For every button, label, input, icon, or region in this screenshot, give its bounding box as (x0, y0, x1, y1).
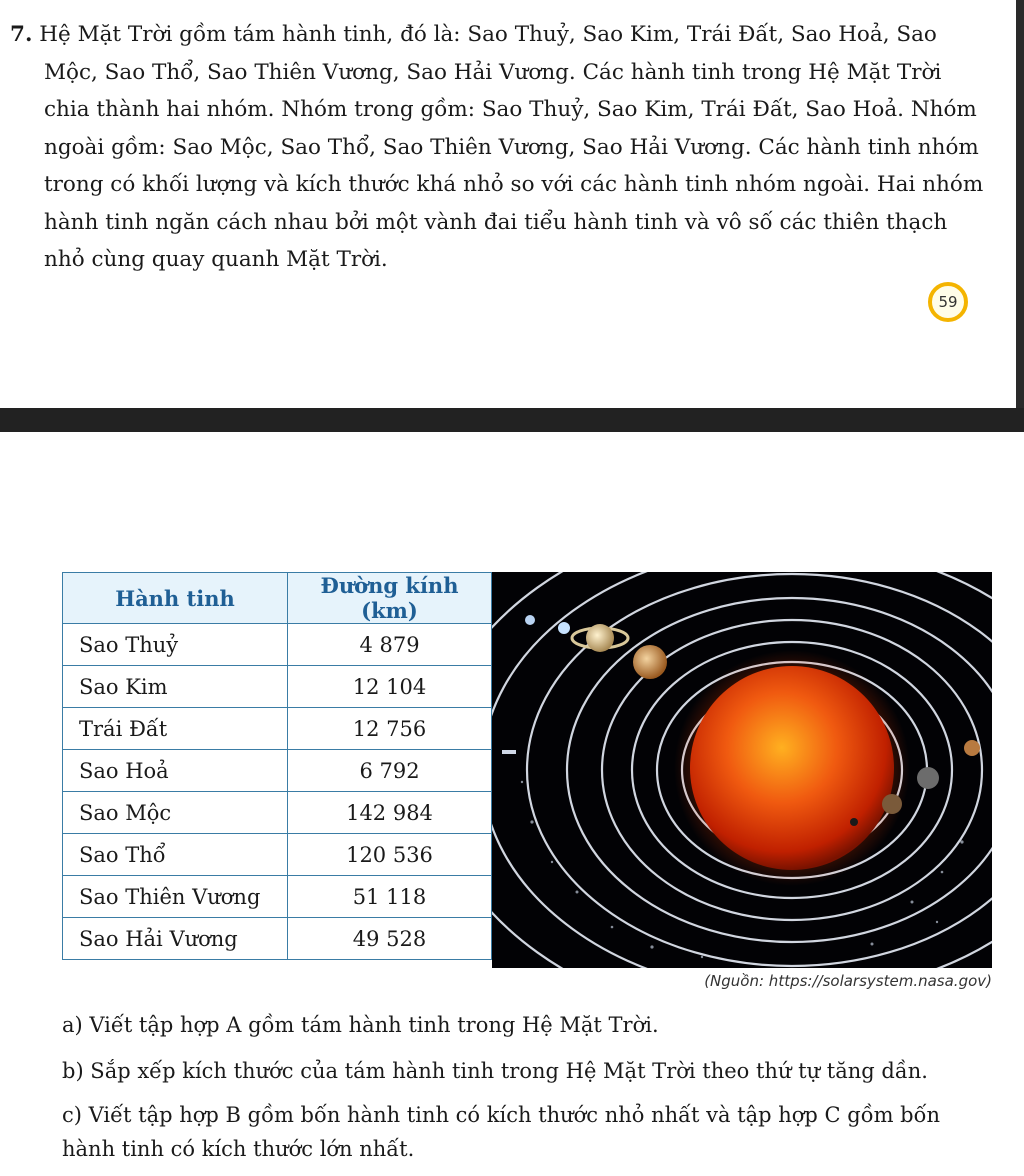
question-c: c) Viết tập hợp B gồm bốn hành tinh có kích thước nhỏ nhất và tập hợp C gồm bốn hành tinh có kích thước lớn nhất. (62, 1103, 940, 1161)
planet-diameter: 4 879 (288, 624, 492, 666)
table-row (63, 876, 492, 918)
page-number-badge: 59 (928, 282, 968, 322)
header-diameter: Đường kính (km) (288, 573, 492, 624)
planet-name: Sao Mộc (63, 792, 288, 834)
planet-diameter: 12 756 (288, 708, 492, 750)
problem-text-block (10, 16, 985, 279)
question-b: b) Sắp xếp kích thước của tám hành tinh trong Hệ Mặt Trời theo thứ tự tăng dần. (62, 1059, 928, 1083)
planet-name: Sao Thuỷ (63, 624, 288, 666)
planet-diameter: 120 536 (288, 834, 492, 876)
planet-diameter: 12 104 (288, 666, 492, 708)
planet-diameter: 142 984 (288, 792, 492, 834)
table-row (63, 918, 492, 960)
problem-text: Hệ Mặt Trời gồm tám hành tinh, đó là: Sao Thuỷ, Sao Kim, Trái Đất, Sao Hoả, Sao Mộc, Sao Thổ, Sao Thiên Vương, Sao Hải Vương. Các hành tinh trong Hệ Mặt Trời chia thành hai nhóm. Nhóm trong gồm: Sao Thuỷ, Sao Kim, Trái Đất, Sao Hoả. Nhóm ngoài gồm: Sao Mộc, Sao Thổ, Sao Thiên Vương, Sao Hải Vương. Các hành tinh nhóm trong có khối lượng và kích thước khá nhỏ so với các hành tinh nhóm ngoài. Hai nhóm hành tinh ngăn cách nhau bởi một vành đai tiểu hành tinh và vô số các thiên thạch nhỏ cùng quay quanh Mặt Trời. (39, 22, 984, 272)
planet-diameter: 49 528 (288, 918, 492, 960)
planet-name: Sao Thiên Vương (63, 876, 288, 918)
header-planet: Hành tinh (63, 573, 288, 624)
planet-diameter: 6 792 (288, 750, 492, 792)
table-row (63, 666, 492, 708)
problem-number: 7. (10, 22, 33, 47)
planet-name: Trái Đất (63, 708, 288, 750)
image-source-caption: (Nguồn: https://solarsystem.nasa.gov) (704, 972, 992, 990)
planet-name: Sao Hoả (63, 750, 288, 792)
table-row (63, 624, 492, 666)
problem-7 (10, 16, 985, 279)
table-row (63, 834, 492, 876)
solar-system-image (492, 572, 992, 968)
planet-diameter-table (62, 572, 492, 960)
page-divider (0, 408, 1024, 432)
table-row (63, 792, 492, 834)
question-a: a) Viết tập hợp A gồm tám hành tinh trong Hệ Mặt Trời. (62, 1013, 659, 1037)
planet-diameter: 51 118 (288, 876, 492, 918)
planet-name: Sao Hải Vương (63, 918, 288, 960)
page-top (0, 0, 1016, 408)
table-row (63, 750, 492, 792)
table-header-row (63, 573, 492, 624)
table-row (63, 708, 492, 750)
right-edge-rule (1016, 0, 1024, 408)
solar-system-illustration (492, 572, 992, 968)
planet-name: Sao Thổ (63, 834, 288, 876)
planet-name: Sao Kim (63, 666, 288, 708)
